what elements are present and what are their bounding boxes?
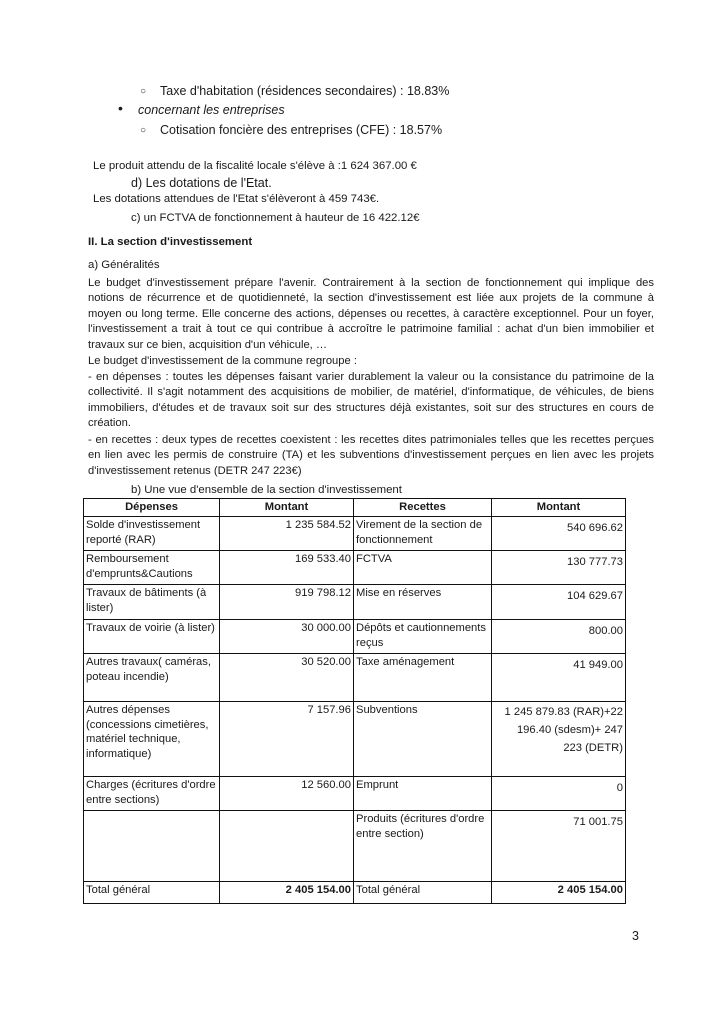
column-header: Recettes — [354, 499, 492, 517]
column-header: Dépenses — [84, 499, 220, 517]
hollow-bullet-icon: ○ — [140, 86, 147, 97]
produit-fiscalite-line: Le produit attendu de la fiscalité locale s'élève à :1 624 367.00 € — [93, 160, 417, 172]
recette-label: FCTVA — [354, 551, 492, 585]
vue-ensemble-heading: b) Une vue d'ensemble de la section d'investissement — [131, 484, 402, 496]
recette-label: Produits (écritures d'ordre entre section) — [354, 811, 492, 882]
page-number: 3 — [632, 929, 639, 943]
recette-amount: 71 001.75 — [492, 811, 626, 882]
recette-amount: 540 696.62 — [492, 517, 626, 551]
recette-label: Taxe aménagement — [354, 654, 492, 702]
entreprises-heading: concernant les entreprises — [138, 103, 285, 117]
dotations-text: Les dotations attendues de l'Etat s'élèveront à 459 743€. — [93, 193, 380, 205]
table-row — [84, 811, 626, 882]
recette-label: Virement de la section de fonctionnement — [354, 517, 492, 551]
depense-label: Travaux de bâtiments (à lister) — [84, 585, 220, 620]
total-depenses-label: Total général — [84, 882, 220, 904]
paragraph-depenses: - en dépenses : toutes les dépenses faisant varier durablement la valeur ou la consistance du patrimoine de la collectivité. Il s'agit notamment des acquisitions de mobilier, de matériel, d'informatique, de véhicules, de biens immobiliers, d'études et de travaux soit sur des structures déjà existantes, soit sur des structures en cours de création. — [88, 371, 654, 430]
paragraph-regroupe: Le budget d'investissement de la commune regroupe : — [88, 355, 357, 367]
depense-label: Autres travaux( caméras, poteau incendie) — [84, 654, 220, 702]
column-header: Montant — [492, 499, 626, 517]
investment-budget-table — [83, 498, 626, 904]
table-row — [84, 777, 626, 811]
table-header-row — [84, 499, 626, 517]
recette-amount: 41 949.00 — [492, 654, 626, 702]
tax-cfe-line: Cotisation foncière des entreprises (CFE) : 18.57% — [160, 123, 443, 137]
depense-amount — [220, 811, 354, 882]
depense-amount: 12 560.00 — [220, 777, 354, 811]
generalites-heading: a) Généralités — [88, 259, 160, 271]
depense-amount: 30 000.00 — [220, 620, 354, 654]
recette-amount: 104 629.67 — [492, 585, 626, 620]
depense-amount: 1 235 584.52 — [220, 517, 354, 551]
recette-label: Subventions — [354, 702, 492, 777]
depense-label: Remboursement d'emprunts&Cautions — [84, 551, 220, 585]
paragraph-budget-intro: Le budget d'investissement prépare l'avenir. Contrairement à la section de fonctionnement qui implique des notions de récurrence et de quotidienneté, la section d'investissement est liée aux projets de la commune à moyen ou long terme. Elle concerne des actions, dépenses ou recettes, à caractère exceptionnel. Pour un foyer, l'investissement a trait à tout ce qui contribue à accroître le patrimoine familial : achat d'un bien immobilier et travaux sur ce bien, acquisition d'un véhicule, … — [88, 277, 654, 351]
depense-label — [84, 811, 220, 882]
hollow-bullet-icon: ○ — [140, 125, 147, 136]
tax-habitation-line: Taxe d'habitation (résidences secondaires) : 18.83% — [160, 84, 450, 98]
section-title: II. La section d'investissement — [88, 236, 253, 248]
recette-amount: 1 245 879.83 (RAR)+22 196.40 (sdesm)+ 247 223 (DETR) — [492, 702, 626, 777]
table-total-row — [84, 882, 626, 904]
depense-label: Solde d'investissement reporté (RAR) — [84, 517, 220, 551]
recette-amount: 800.00 — [492, 620, 626, 654]
fctva-text: c) un FCTVA de fonctionnement à hauteur de 16 422.12€ — [131, 212, 420, 224]
column-header: Montant — [220, 499, 354, 517]
dotations-heading: d) Les dotations de l'Etat. — [131, 176, 272, 190]
depense-label: Charges (écritures d'ordre entre sections) — [84, 777, 220, 811]
recette-label: Mise en réserves — [354, 585, 492, 620]
filled-bullet-icon: • — [118, 100, 123, 116]
table-row — [84, 654, 626, 702]
depense-amount: 169 533.40 — [220, 551, 354, 585]
total-depenses-amount: 2 405 154.00 — [220, 882, 354, 904]
table-row — [84, 620, 626, 654]
depense-amount: 7 157.96 — [220, 702, 354, 777]
depense-amount: 919 798.12 — [220, 585, 354, 620]
recette-label: Dépôts et cautionnements reçus — [354, 620, 492, 654]
depense-label: Travaux de voirie (à lister) — [84, 620, 220, 654]
recette-amount: 0 — [492, 777, 626, 811]
recette-amount: 130 777.73 — [492, 551, 626, 585]
recette-label: Emprunt — [354, 777, 492, 811]
total-recettes-amount: 2 405 154.00 — [492, 882, 626, 904]
table-row — [84, 551, 626, 585]
table-row — [84, 585, 626, 620]
depense-amount: 30 520.00 — [220, 654, 354, 702]
paragraph-recettes: - en recettes : deux types de recettes coexistent : les recettes dites patrimoniales telles que les recettes perçues en lien avec les permis de construire (TA) et les subventions d'investissement perçues en lien avec les projets d'investissement retenus (DETR 247 223€) — [88, 434, 654, 477]
depense-label: Autres dépenses (concessions cimetières, matériel technique, informatique) — [84, 702, 220, 777]
total-recettes-label: Total général — [354, 882, 492, 904]
table-row — [84, 702, 626, 777]
table-row — [84, 517, 626, 551]
